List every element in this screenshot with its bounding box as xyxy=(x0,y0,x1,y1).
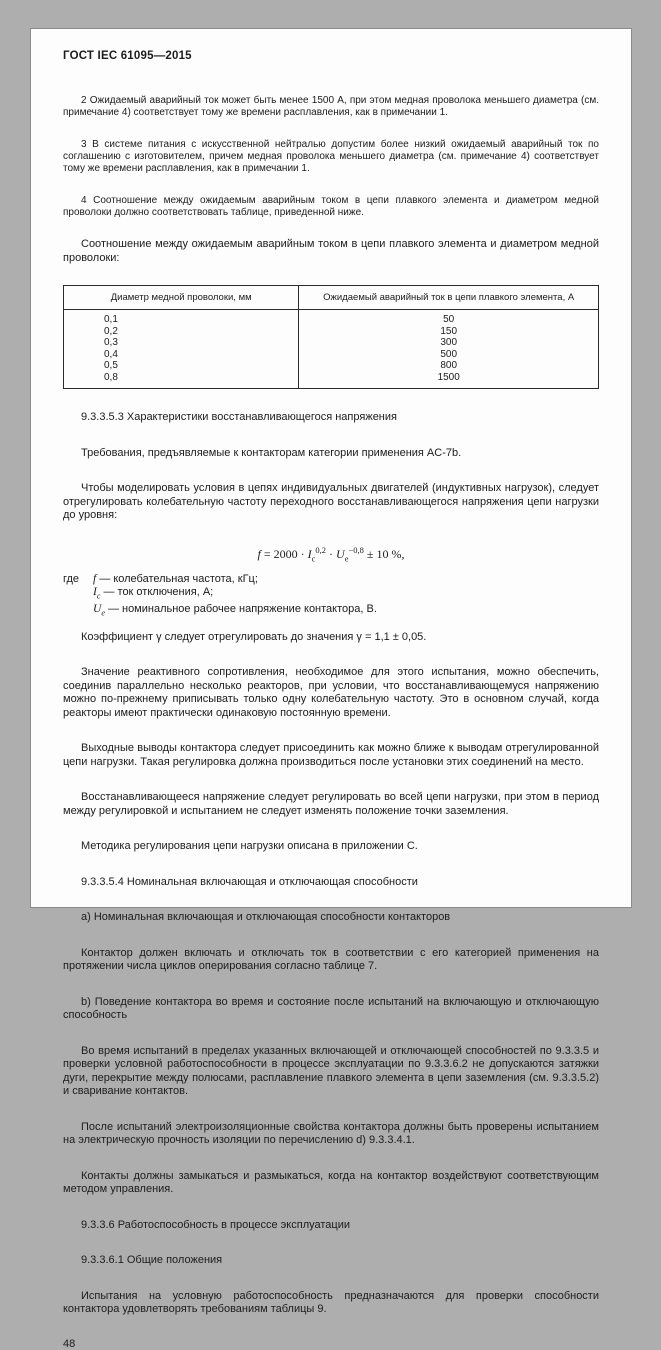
table-row xyxy=(64,326,599,338)
para-output-terminals: Выходные выводы контактора следует присоединить как можно ближе к выводам отрегулированной цепи нагрузки. Такая регулировка должна производиться после установки этих соединений на место. xyxy=(63,742,599,768)
para-load-circuit-method: Методика регулирования цепи нагрузки описана в приложении С. xyxy=(81,840,418,853)
where-var-f xyxy=(93,573,96,585)
cell-diameter: 0,8 xyxy=(64,372,299,389)
cell-current: 1500 xyxy=(437,371,460,383)
document-page xyxy=(30,28,632,1350)
where-desc-ic: — ток отключения, А; xyxy=(103,586,214,599)
formula-equals: = 2000 · xyxy=(260,546,308,561)
formula-var-i: I xyxy=(307,546,312,561)
cell-diameter: 0,2 xyxy=(64,326,299,338)
para-reactance-value: Значение реактивного сопротивления, необходимое для этого испытания, можно обеспечить, соединив параллельно несколько реакторов, при условии, что восстанавливающемуся напряжению можно по-прежнему приписывать только одну колебательную частоту. Это в основном случай, когда реакторы имеют практически одинаковую постоянную времени. xyxy=(63,666,599,719)
where-desc-ue: — номинальное рабочее напряжение контактора, В. xyxy=(107,603,377,616)
note-3-continuation: 3 В системе питания с искусственной нейтралью допустим более низкий ожидаемый аварийный ток по соглашению с изготовителем, причем медная проволока меньшего диаметра (см. примечание 4) соответствует тому же времени расплавления, как в примечании 1. xyxy=(63,139,599,174)
var-subscript: c xyxy=(96,591,101,601)
cell-current: 50 xyxy=(443,314,455,325)
note-2-continuation: 2 Ожидаемый аварийный ток может быть менее 1500 А, при этом медная проволока меньшего диаметра (см. примечание 4) соответствует тому же времени расплавления, как в примечании 1. xyxy=(63,95,599,118)
para-requirements-ac7b: Требования, предъявляемые к контакторам категории применения AC-7b. xyxy=(81,446,462,459)
section-9-3-3-5-3-heading: 9.3.3.5.3 Характеристики восстанавливающегося напряжения xyxy=(81,411,397,423)
formula-exponent-02: 0,2 xyxy=(315,544,327,555)
section-9-3-3-6-heading: 9.3.3.6 Работоспособность в процессе эксплуатации xyxy=(81,1218,350,1231)
var-letter: I xyxy=(93,586,97,599)
list-item-b-heading: b) Поведение контактора во время и состояние после испытаний на включающую и отключающую способность xyxy=(63,995,599,1022)
table-intro-paragraph: Соотношение между ожидаемым аварийным током в цепи плавкого элемента и диаметром медной проволоки: xyxy=(63,238,599,264)
section-9-3-3-5-4-heading: 9.3.3.5.4 Номинальная включающая и отключающая способности xyxy=(81,875,418,888)
para-during-tests: Во время испытаний в пределах указанных включающей и отключающей способностей по 9.3.3.5 и проверки условной работоспособности в процессе эксплуатации по 9.3.3.6.2 не допускаются затяжки дуги, перекрытие между полюсами, расплавление плавкого элемента в цепи заземления (см. 9.3.3.5.2) и сваривание контактов. xyxy=(63,1044,599,1098)
where-row-f xyxy=(63,573,599,587)
where-row-ic xyxy=(63,586,599,603)
cell-diameter: 0,4 xyxy=(64,349,299,361)
table-row xyxy=(64,337,599,349)
list-item-a-heading: a) Номинальная включающая и отключающая способности контакторов xyxy=(81,911,451,924)
formula-var-u: U xyxy=(336,546,345,561)
cell-current: 150 xyxy=(440,325,458,337)
table-row xyxy=(64,310,599,326)
cell-diameter: 0,3 xyxy=(64,337,299,349)
para-conditional-operability: Испытания на условную работоспособность предназначаются для проверки способности контактора удовлетворять требованиям таблицы 9. xyxy=(63,1289,599,1316)
page-number: 48 xyxy=(63,1337,76,1350)
var-subscript: e xyxy=(101,608,105,618)
formula-exponent-neg08: −0,8 xyxy=(348,544,364,555)
formula-var-f: f xyxy=(257,546,261,561)
formula-subscript-e: e xyxy=(344,552,349,563)
var-letter: f xyxy=(93,572,97,585)
para-coefficient-gamma: Коэффициент γ следует отрегулировать до значения γ = 1,1 ± 0,05. xyxy=(81,630,427,643)
cell-current: 300 xyxy=(440,337,458,348)
table-header-row xyxy=(64,286,599,310)
wire-diameter-current-table xyxy=(63,285,599,389)
table-row xyxy=(64,360,599,372)
para-recovery-voltage-adjust: Восстанавливающееся напряжение следует регулировать во всей цепи нагрузки, при этом в период между регулировкой и испытанием не следует изменять положение точки заземления. xyxy=(63,791,599,817)
table-row xyxy=(64,372,599,389)
var-letter: U xyxy=(93,603,102,616)
para-model-conditions: Чтобы моделировать условия в цепях индивидуальных двигателей (индуктивных нагрузок), следует отрегулировать колебательную частоту переходного восстанавливающегося напряжения цепи нагрузки до уровня: xyxy=(63,482,599,521)
para-after-tests-insulation: После испытаний электроизоляционные свойства контактора должны быть проверены испытанием на электрическую прочность изоляции по перечислению d) 9.3.3.4.1. xyxy=(63,1120,599,1147)
cell-diameter: 0,1 xyxy=(64,310,299,326)
para-contactor-cycles: Контактор должен включать и отключать ток в соответствии с его категорией применения на протяжении числа циклов оперирования согласно таблице 7. xyxy=(63,946,599,973)
table-header-diameter: Диаметр медной проволоки, мм xyxy=(64,286,299,310)
where-label: где xyxy=(63,572,80,585)
where-row-ue xyxy=(63,603,599,620)
formula-subscript-c: c xyxy=(311,552,316,563)
formula-dot: · xyxy=(326,546,337,561)
where-var-ue xyxy=(93,603,105,618)
where-desc-f: — колебательная частота, кГц; xyxy=(99,572,258,585)
cell-current: 800 xyxy=(440,360,458,371)
table-header-current: Ожидаемый аварийный ток в цепи плавкого элемента, А xyxy=(299,286,599,310)
cell-diameter: 0,5 xyxy=(64,360,299,372)
section-9-3-3-6-1-heading: 9.3.3.6.1 Общие положения xyxy=(81,1254,223,1267)
table-row xyxy=(64,349,599,361)
para-contacts-open-close: Контакты должны замыкаться и размыкаться, когда на контактор воздействуют соответствующим методом управления. xyxy=(63,1169,599,1196)
where-definitions xyxy=(63,573,599,620)
where-var-ic xyxy=(93,586,101,601)
cell-current: 500 xyxy=(440,348,458,360)
recovery-voltage-frequency-formula xyxy=(63,545,599,563)
formula-tolerance: ± 10 %, xyxy=(363,546,405,561)
note-4-continuation: 4 Соотношение между ожидаемым аварийным током в цепи плавкого элемента и диаметром медной проволоки должно соответствовать таблице, приведенной ниже. xyxy=(63,195,599,218)
document-header: ГОСТ IEC 61095—2015 xyxy=(63,50,192,62)
